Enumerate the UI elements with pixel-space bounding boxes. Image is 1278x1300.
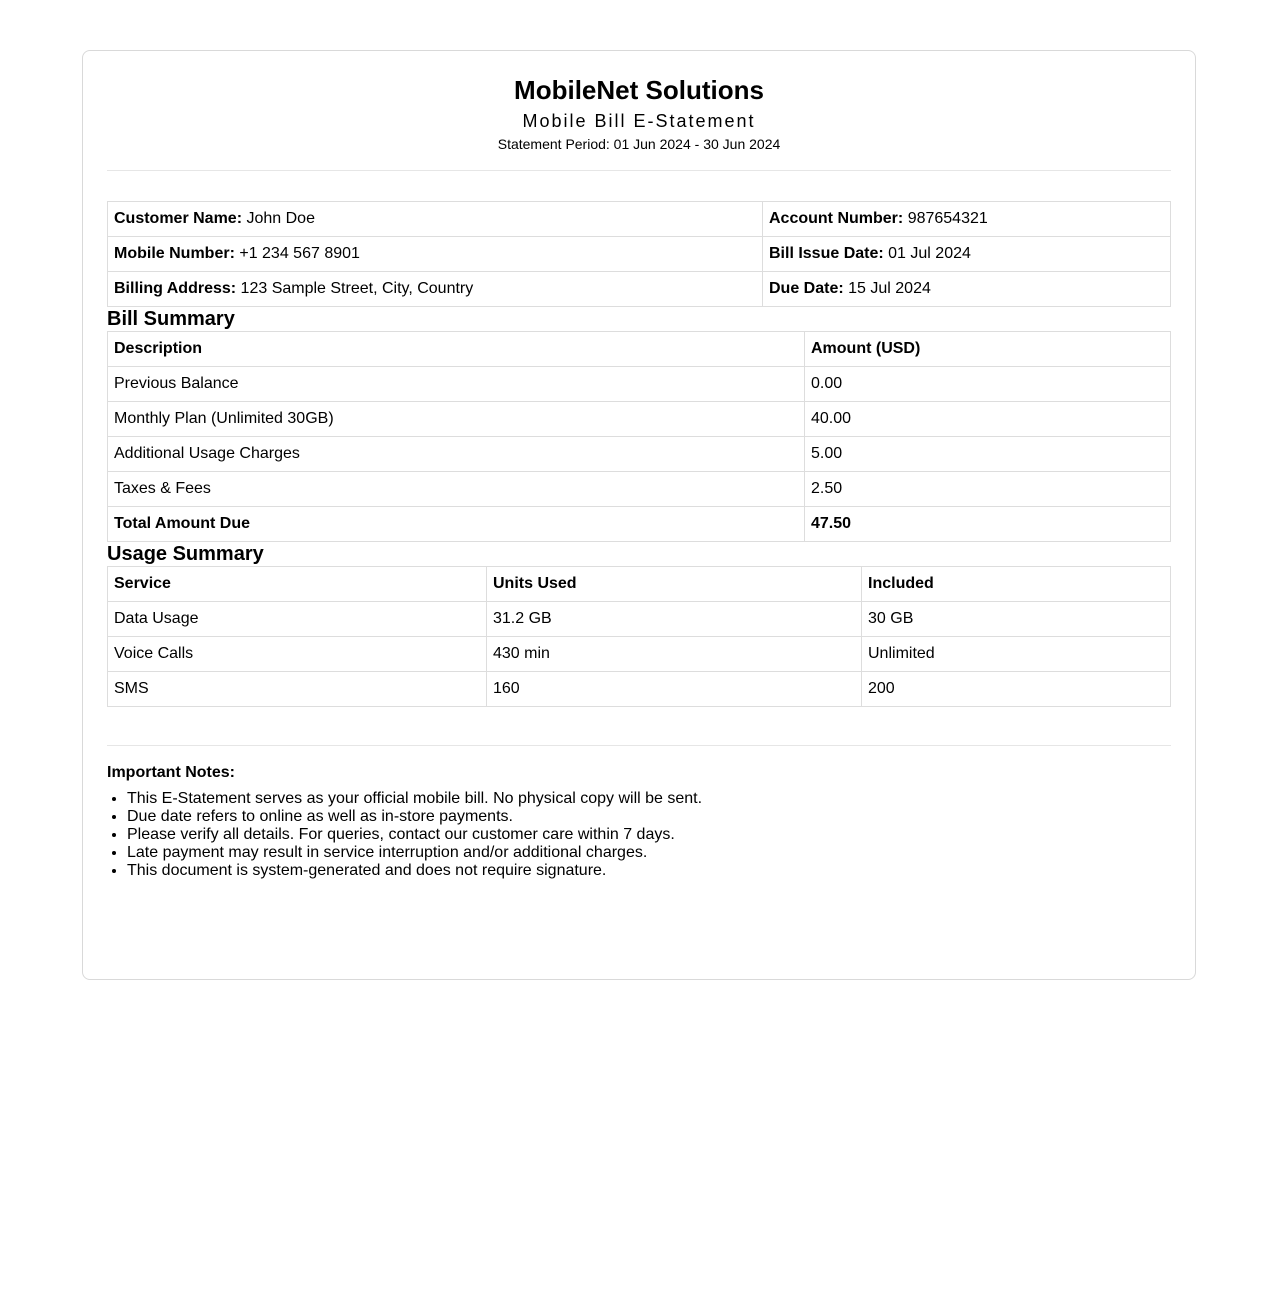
billing-address-value: 123 Sample Street, City, Country <box>240 280 474 297</box>
account-number-label: Account Number: <box>769 210 904 227</box>
billing-address-label: Billing Address: <box>114 280 237 297</box>
table-row <box>108 437 1171 472</box>
total-label: Total Amount Due <box>108 507 805 542</box>
units-used-header: Units Used <box>487 567 862 602</box>
mobile-number-label: Mobile Number: <box>114 245 235 262</box>
description-cell: Monthly Plan (Unlimited 30GB) <box>108 402 805 437</box>
customer-name-cell <box>108 202 763 237</box>
table-row <box>108 602 1171 637</box>
account-number-value: 987654321 <box>907 210 988 227</box>
due-date-value: 15 Jul 2024 <box>848 280 931 297</box>
service-cell: Voice Calls <box>108 637 487 672</box>
table-row <box>108 202 1171 237</box>
description-cell: Additional Usage Charges <box>108 437 805 472</box>
description-cell: Previous Balance <box>108 367 805 402</box>
service-header: Service <box>108 567 487 602</box>
mobile-number-cell <box>108 237 763 272</box>
amount-cell: 40.00 <box>805 402 1171 437</box>
table-row <box>108 672 1171 707</box>
included-cell: 200 <box>862 672 1171 707</box>
list-item: • Late payment may result in service interruption and/or additional charges. <box>127 844 1171 862</box>
amount-cell: 0.00 <box>805 367 1171 402</box>
account-number-cell <box>763 202 1171 237</box>
statement-header <box>107 75 1171 171</box>
bill-issue-date-cell <box>763 237 1171 272</box>
list-item: • Please verify all details. For queries, contact our customer care within 7 days. <box>127 826 1171 844</box>
table-row <box>108 402 1171 437</box>
table-row <box>108 637 1171 672</box>
statement-period: Statement Period: 01 Jun 2024 - 30 Jun 2024 <box>497 136 781 152</box>
mobile-number-value: +1 234 567 8901 <box>239 245 360 262</box>
due-date-cell <box>763 272 1171 307</box>
units-used-cell: 160 <box>487 672 862 707</box>
amount-header: Amount (USD) <box>805 332 1171 367</box>
included-cell: 30 GB <box>862 602 1171 637</box>
amount-cell: 2.50 <box>805 472 1171 507</box>
billing-address-cell <box>108 272 763 307</box>
table-header-row <box>108 567 1171 602</box>
due-date-label: Due Date: <box>769 280 844 297</box>
usage-summary-table <box>107 566 1171 707</box>
list-item: • This E-Statement serves as your official mobile bill. No physical copy will be sent. <box>127 790 1171 808</box>
customer-info-table <box>107 201 1171 307</box>
service-cell: Data Usage <box>108 602 487 637</box>
bill-issue-date-label: Bill Issue Date: <box>769 245 884 262</box>
notes-title: Important Notes: <box>107 764 235 781</box>
included-cell: Unlimited <box>862 637 1171 672</box>
amount-cell: 5.00 <box>805 437 1171 472</box>
included-header: Included <box>862 567 1171 602</box>
service-cell: SMS <box>108 672 487 707</box>
units-used-cell: 31.2 GB <box>487 602 862 637</box>
list-item: • This document is system-generated and does not require signature. <box>127 862 1171 880</box>
table-header-row <box>108 332 1171 367</box>
table-row <box>108 272 1171 307</box>
company-name: MobileNet Solutions <box>514 75 764 105</box>
total-amount: 47.50 <box>805 507 1171 542</box>
units-used-cell: 430 min <box>487 637 862 672</box>
e-statement <box>82 50 1196 980</box>
table-row <box>108 237 1171 272</box>
customer-name-label: Customer Name: <box>114 210 243 227</box>
description-header: Description <box>108 332 805 367</box>
list-item: • Due date refers to online as well as in-store payments. <box>127 808 1171 826</box>
document-title: Mobile Bill E-Statement <box>522 111 756 131</box>
important-notes <box>107 745 1171 880</box>
bill-summary-table <box>107 331 1171 542</box>
notes-list <box>107 790 1171 880</box>
usage-summary-title: Usage Summary <box>107 543 264 565</box>
table-row <box>108 472 1171 507</box>
customer-name-value: John Doe <box>246 210 315 227</box>
bill-summary-title: Bill Summary <box>107 308 235 330</box>
description-cell: Taxes & Fees <box>108 472 805 507</box>
total-row <box>108 507 1171 542</box>
bill-issue-date-value: 01 Jul 2024 <box>888 245 971 262</box>
table-row <box>108 367 1171 402</box>
